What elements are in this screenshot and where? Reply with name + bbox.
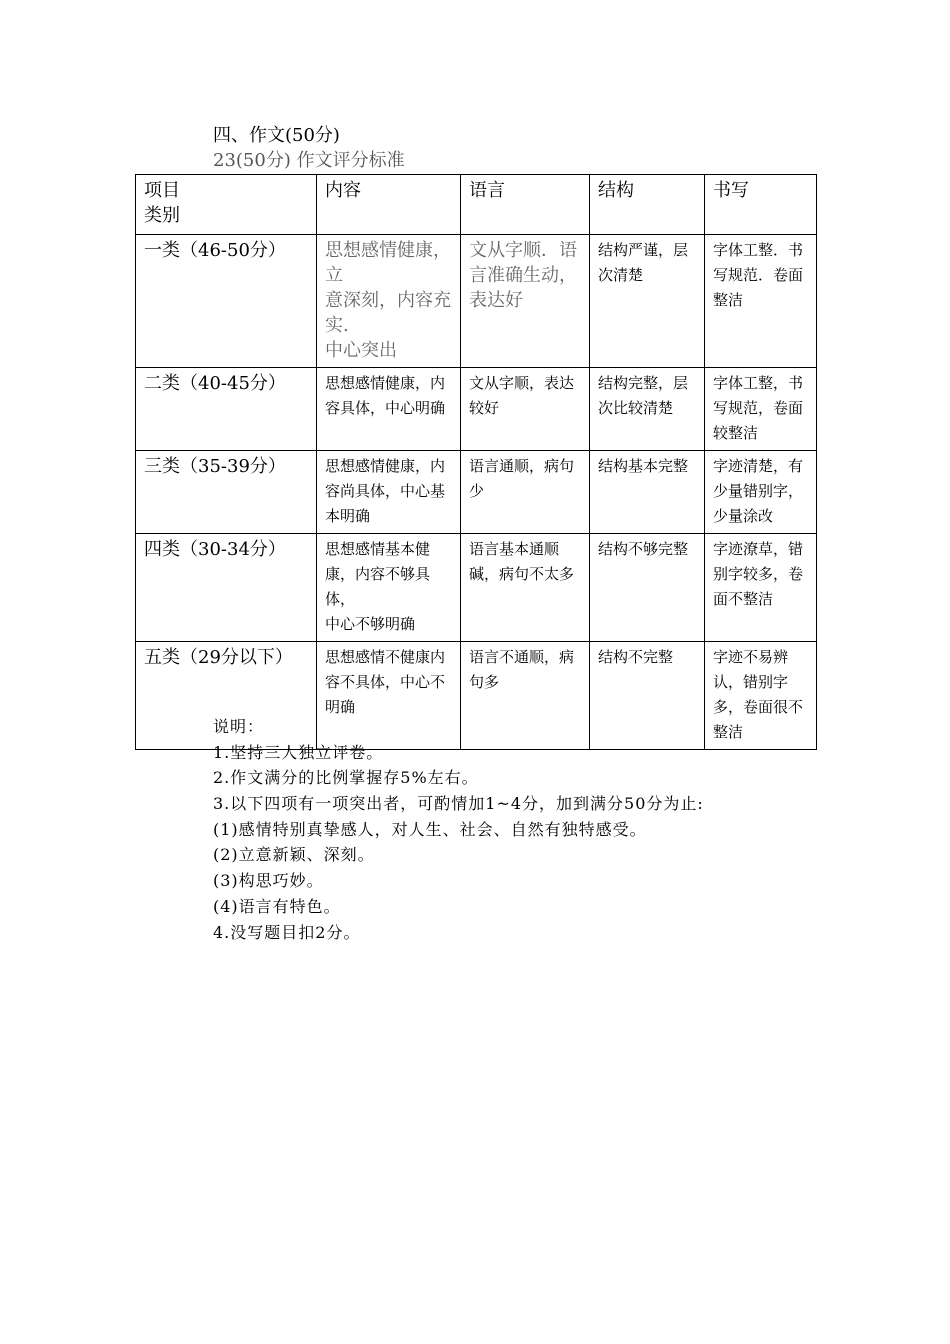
content-cell <box>317 534 461 642</box>
content-line: 思想感情健康，内容尚具体，中心基本明确 <box>325 457 446 525</box>
table-row <box>136 368 817 451</box>
content-line: 思想感情健康，立 <box>325 240 451 286</box>
header-structure: 结构 <box>590 175 705 235</box>
structure-cell: 结构不完整 <box>590 642 705 750</box>
grading-notes <box>213 714 704 945</box>
content-line: 思想感情不健康内容不具体，中心不明确 <box>325 648 446 716</box>
corner-label-category: 类别 <box>144 205 180 226</box>
language-cell: 语言通顺，病句少 <box>461 451 590 534</box>
table-row <box>136 235 817 368</box>
structure-cell: 结构基本完整 <box>590 451 705 534</box>
note-item: 3.以下四项有一项突出者，可酌情加1~4分，加到满分50分为止: <box>213 794 704 814</box>
header-content: 内容 <box>317 175 461 235</box>
content-line: 思想感情健康，内容具体，中心明确 <box>325 374 446 417</box>
grading-table <box>135 174 817 750</box>
header-language: 语言 <box>461 175 590 235</box>
table-row <box>136 451 817 534</box>
table-row <box>136 534 817 642</box>
table-header-row <box>136 175 817 235</box>
note-subitem: (4)语言有特色。 <box>213 896 341 916</box>
writing-cell: 字迹清楚，有少量错别字，少量涂改 <box>705 451 817 534</box>
content-cell <box>317 368 461 451</box>
note-subitem: (2)立意新颖、深刻。 <box>213 845 375 865</box>
corner-label-item: 项目 <box>144 180 180 201</box>
note-subitem: (1)感情特别真挚感人，对人生、社会、自然有独特感受。 <box>213 819 647 839</box>
category-cell: 五类（29分以下） <box>136 642 317 750</box>
category-cell: 三类（35-39分） <box>136 451 317 534</box>
language-cell: 语言基本通顺碱，病句不太多 <box>461 534 590 642</box>
note-item: 2.作文满分的比例掌握存5%左右。 <box>213 768 479 788</box>
note-subitem: (3)构思巧妙。 <box>213 871 324 891</box>
category-cell: 一类（46-50分） <box>136 235 317 368</box>
content-line: 中心不够明确 <box>325 615 416 633</box>
content-line: 思想感情基本健康，内容不够具体， <box>325 540 431 608</box>
section-title: 四、作文(50分) <box>213 125 340 146</box>
writing-cell: 字体工整，书写规范，卷面较整洁 <box>705 368 817 451</box>
content-cell <box>317 235 461 368</box>
notes-title: 说明： <box>213 717 265 736</box>
note-item: 4.没写题目扣2分。 <box>213 922 361 942</box>
content-line: 中心突出 <box>325 340 397 361</box>
header-writing: 书写 <box>705 175 817 235</box>
table-subtitle: 23(50分) 作文评分标准 <box>213 150 405 171</box>
language-cell: 文从字顺．语言准确生动，表达好 <box>461 235 590 368</box>
writing-cell: 字体工整．书写规范．卷面整洁 <box>705 235 817 368</box>
structure-cell: 结构不够完整 <box>590 534 705 642</box>
structure-cell: 结构严谨，层次清楚 <box>590 235 705 368</box>
writing-cell: 字迹不易辨认，错别字多，卷面很不整洁 <box>705 642 817 750</box>
language-cell: 语言不通顺，病句多 <box>461 642 590 750</box>
writing-cell: 字迹潦草，错别字较多，卷面不整洁 <box>705 534 817 642</box>
category-cell: 四类（30-34分） <box>136 534 317 642</box>
content-line: 意深刻，内容充实. <box>325 290 451 336</box>
language-cell: 文从字顺，表达较好 <box>461 368 590 451</box>
content-cell <box>317 451 461 534</box>
note-item: 1.坚持三人独立评卷。 <box>213 742 384 762</box>
structure-cell: 结构完整，层次比较清楚 <box>590 368 705 451</box>
category-cell: 二类（40-45分） <box>136 368 317 451</box>
header-corner-cell <box>136 175 317 235</box>
